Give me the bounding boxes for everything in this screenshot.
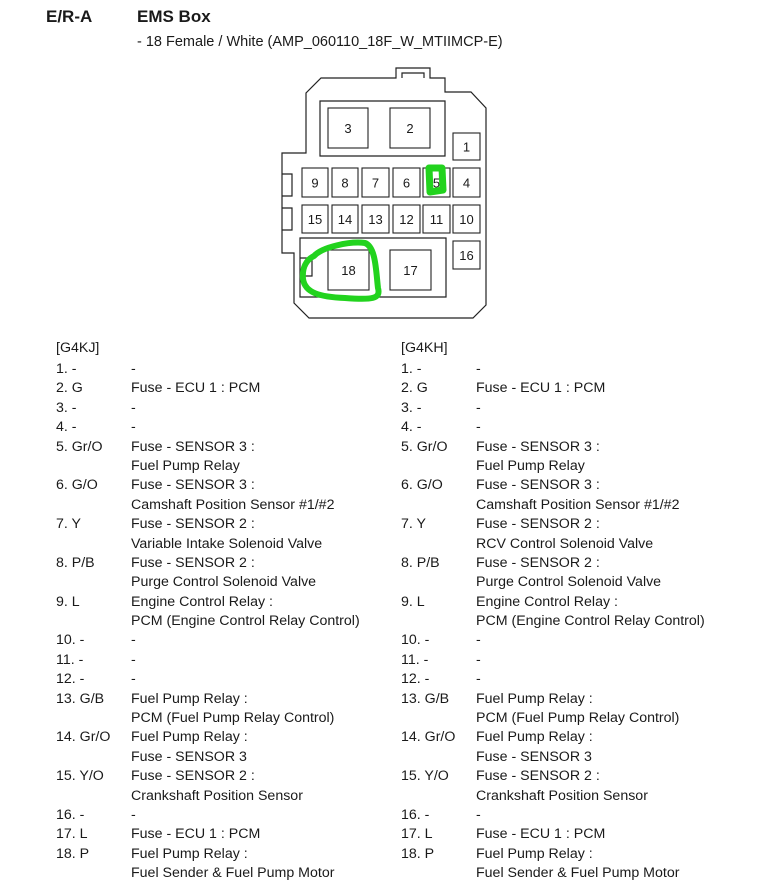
table-row xyxy=(56,806,360,825)
description-line: Fuse - SENSOR 3 : xyxy=(131,477,255,494)
description-line: Camshaft Position Sensor #1/#2 xyxy=(131,496,335,513)
description-line: - xyxy=(131,651,136,668)
pin-number: 14. Gr/O xyxy=(56,729,111,746)
description-line: Fuse - ECU 1 : PCM xyxy=(476,380,606,397)
table-row xyxy=(56,554,360,593)
description-line: Fuse - SENSOR 3 : xyxy=(476,477,600,494)
pin-number: 12. - xyxy=(56,671,85,688)
description-line: Fuse - SENSOR 2 : xyxy=(131,516,255,533)
pin-number: 15. Y/O xyxy=(401,768,449,785)
description-line: - xyxy=(476,651,481,668)
table-row xyxy=(56,593,360,632)
description-line: Purge Control Solenoid Valve xyxy=(476,574,662,591)
description-line: Fuse - ECU 1 : PCM xyxy=(476,826,606,843)
pin-description xyxy=(476,690,679,729)
pin-number: 13. G/B xyxy=(401,690,450,707)
pin-description xyxy=(476,476,679,515)
description-line: PCM (Fuel Pump Relay Control) xyxy=(476,710,680,727)
pin-description xyxy=(131,825,260,844)
table-row xyxy=(401,418,705,437)
table-row xyxy=(401,379,705,398)
pin-description xyxy=(131,651,136,670)
description-line: Fuel Sender & Fuel Pump Motor xyxy=(131,865,335,882)
connector-housing-outline xyxy=(282,68,486,318)
pin-description xyxy=(131,379,260,398)
pin-1 xyxy=(453,133,480,160)
description-line: Fuse - SENSOR 2 : xyxy=(476,554,600,571)
pin-description xyxy=(131,360,136,379)
pin-label: 7 xyxy=(371,175,380,191)
pin-number: 18. P xyxy=(401,845,435,862)
pin-description xyxy=(476,554,661,593)
pin-number: 1. - xyxy=(401,361,422,377)
table-row xyxy=(401,806,705,825)
pin-description xyxy=(131,728,248,767)
table-row xyxy=(401,631,705,650)
pin-label: 16 xyxy=(459,248,474,263)
table-row xyxy=(401,399,705,418)
pin-number: 16. - xyxy=(56,806,85,823)
table-row xyxy=(56,476,360,515)
description-line: - xyxy=(476,361,481,377)
pin-description xyxy=(476,360,481,379)
page-title: EMS Box xyxy=(137,7,211,26)
pin-description xyxy=(476,845,679,884)
table-row xyxy=(56,418,360,437)
table-header: [G4KH] xyxy=(401,340,448,356)
pin-number: 17. L xyxy=(56,826,88,843)
pin-number: 11. - xyxy=(56,651,84,668)
pin-description xyxy=(476,806,481,825)
description-line: Fuse - SENSOR 3 : xyxy=(131,438,255,455)
pin-label: 2 xyxy=(406,121,414,136)
table-row xyxy=(401,845,705,884)
pin-layer xyxy=(302,108,480,290)
description-line: Fuel Pump Relay : xyxy=(131,690,248,707)
description-line: Fuel Pump Relay : xyxy=(131,729,248,746)
pinout-table-g4kj xyxy=(56,339,360,884)
pin-14 xyxy=(332,205,358,233)
pin-4 xyxy=(453,168,480,197)
table-row xyxy=(401,438,705,477)
pin-number: 7. Y xyxy=(401,516,426,533)
table-row xyxy=(401,360,705,379)
description-line: Fuse - SENSOR 2 : xyxy=(476,768,600,785)
connector-diagram xyxy=(0,0,779,340)
pin-number: 14. Gr/O xyxy=(401,729,456,746)
table-row xyxy=(401,515,705,554)
table-row xyxy=(56,670,360,689)
pin-number: 13. G/B xyxy=(56,690,105,707)
pin-label: 6 xyxy=(402,175,411,191)
pin-17 xyxy=(390,250,431,290)
pin-description xyxy=(131,845,334,884)
description-line: - xyxy=(476,806,481,823)
description-line: Variable Intake Solenoid Valve xyxy=(131,535,323,552)
pin-number: 4. - xyxy=(56,419,77,436)
description-line: - xyxy=(131,399,136,416)
pin-label: 10 xyxy=(459,212,474,227)
table-row xyxy=(56,379,360,398)
description-line: Engine Control Relay : xyxy=(131,593,273,610)
pin-number: 9. L xyxy=(401,593,425,610)
description-line: - xyxy=(131,806,136,823)
pin-description xyxy=(131,515,322,554)
table-rows xyxy=(401,360,705,884)
description-line: Crankshaft Position Sensor xyxy=(131,787,303,804)
description-line: PCM (Engine Control Relay Control) xyxy=(131,613,360,630)
pin-description xyxy=(476,825,605,844)
description-line: Camshaft Position Sensor #1/#2 xyxy=(476,496,680,513)
pin-number: 4. - xyxy=(401,419,422,436)
pin-label: 15 xyxy=(307,212,323,227)
description-line: RCV Control Solenoid Valve xyxy=(476,535,654,552)
pin-description xyxy=(476,670,481,689)
description-line: Purge Control Solenoid Valve xyxy=(131,574,317,591)
description-line: - xyxy=(476,632,481,649)
pin-number: 7. Y xyxy=(56,516,81,533)
pin-description xyxy=(131,476,334,515)
pin-2 xyxy=(390,108,430,148)
pin-label: 18 xyxy=(341,263,356,278)
pin-11 xyxy=(423,205,450,233)
pin-label: 13 xyxy=(368,212,383,227)
pin-number: 9. L xyxy=(56,593,80,610)
pin-label: 5 xyxy=(432,175,441,191)
pin-label: 4 xyxy=(462,175,471,191)
table-row xyxy=(56,631,360,650)
description-line: - xyxy=(131,361,136,377)
pin-description xyxy=(131,767,303,806)
table-row xyxy=(56,767,360,806)
pin-description xyxy=(131,670,136,689)
pin-description xyxy=(476,438,600,477)
pin-label: 3 xyxy=(344,121,352,136)
pin-6 xyxy=(393,168,420,197)
pin-number: 18. P xyxy=(56,845,90,862)
connector-subtitle: - 18 Female / White (AMP_060110_18F_W_MTIIMCP-E) xyxy=(137,34,503,50)
description-line: Fuse - SENSOR 3 xyxy=(476,748,592,765)
description-line: Fuel Pump Relay : xyxy=(131,845,248,862)
pin-description xyxy=(131,438,255,477)
table-row xyxy=(401,593,705,632)
pin-description xyxy=(476,379,605,398)
pin-description xyxy=(131,690,334,729)
table-row xyxy=(401,825,705,844)
pin-description xyxy=(476,651,481,670)
pin-description xyxy=(476,418,481,437)
table-row xyxy=(401,554,705,593)
description-line: Fuel Pump Relay xyxy=(476,457,585,474)
table-row xyxy=(56,399,360,418)
pin-label: 17 xyxy=(403,263,418,278)
table-row xyxy=(401,767,705,806)
table-row xyxy=(401,728,705,767)
pin-description xyxy=(476,399,481,418)
pin-description xyxy=(476,767,648,806)
pin-number: 2. G xyxy=(401,380,428,397)
pin-label: 9 xyxy=(311,175,319,191)
pin-10 xyxy=(453,205,480,233)
description-line: PCM (Fuel Pump Relay Control) xyxy=(131,710,335,727)
pin-number: 11. - xyxy=(401,651,429,668)
pin-number: 3. - xyxy=(401,399,422,416)
pin-label: 11 xyxy=(429,212,444,227)
pin-description xyxy=(476,728,593,767)
description-line: - xyxy=(131,632,136,649)
description-line: Fuel Sender & Fuel Pump Motor xyxy=(476,865,680,882)
description-line: - xyxy=(476,399,481,416)
pin-9 xyxy=(302,168,328,197)
description-line: Fuse - SENSOR 2 : xyxy=(131,768,255,785)
description-line: Engine Control Relay : xyxy=(476,593,618,610)
pin-15 xyxy=(302,205,328,233)
pin-8 xyxy=(332,168,358,197)
pin-number: 6. G/O xyxy=(401,477,443,494)
description-line: Fuse - SENSOR 2 : xyxy=(476,516,600,533)
pin-number: 12. - xyxy=(401,671,430,688)
pin-label: 8 xyxy=(341,175,349,191)
table-header: [G4KJ] xyxy=(56,340,100,356)
pin-number: 10. - xyxy=(401,632,430,649)
pin-number: 16. - xyxy=(401,806,430,823)
description-line: Fuel Pump Relay : xyxy=(476,690,593,707)
pin-13 xyxy=(362,205,389,233)
pin-label: 14 xyxy=(337,212,353,227)
table-row xyxy=(401,690,705,729)
pin-number: 15. Y/O xyxy=(56,768,104,785)
description-line: Fuel Pump Relay xyxy=(131,457,240,474)
pin-description xyxy=(131,399,136,418)
table-row xyxy=(56,845,360,884)
description-line: PCM (Engine Control Relay Control) xyxy=(476,613,705,630)
description-line: Fuel Pump Relay : xyxy=(476,729,593,746)
pin-16 xyxy=(453,241,480,269)
pin-label: 12 xyxy=(399,212,414,227)
table-row xyxy=(56,825,360,844)
pin-number: 8. P/B xyxy=(401,554,440,571)
connector-code: E/R-A xyxy=(46,7,93,26)
pin-number: 10. - xyxy=(56,632,85,649)
table-row xyxy=(56,690,360,729)
pin-18 xyxy=(328,250,369,290)
description-line: - xyxy=(476,671,481,688)
pin-description xyxy=(131,554,316,593)
pin-description xyxy=(131,593,360,632)
pin-description xyxy=(131,806,136,825)
table-row xyxy=(56,515,360,554)
description-line: Fuse - SENSOR 3 xyxy=(131,748,247,765)
pin-number: 8. P/B xyxy=(56,554,95,571)
pin-number: 5. Gr/O xyxy=(56,438,103,455)
table-row xyxy=(56,651,360,670)
pin-description xyxy=(476,515,653,554)
table-row xyxy=(401,670,705,689)
table-row xyxy=(56,728,360,767)
pin-number: 6. G/O xyxy=(56,477,98,494)
description-line: Fuse - ECU 1 : PCM xyxy=(131,826,261,843)
table-row xyxy=(401,476,705,515)
pin-number: 2. G xyxy=(56,380,83,397)
description-line: - xyxy=(476,419,481,436)
pin-12 xyxy=(393,205,420,233)
pin-7 xyxy=(362,168,389,197)
table-row xyxy=(56,360,360,379)
description-line: Fuel Pump Relay : xyxy=(476,845,593,862)
description-line: - xyxy=(131,419,136,436)
pin-description xyxy=(131,631,136,650)
pin-number: 5. Gr/O xyxy=(401,438,448,455)
pin-number: 17. L xyxy=(401,826,433,843)
pin-label: 1 xyxy=(462,139,471,155)
pinout-table-g4kh xyxy=(401,339,705,884)
description-line: Fuse - SENSOR 3 : xyxy=(476,438,600,455)
description-line: Crankshaft Position Sensor xyxy=(476,787,648,804)
pin-description xyxy=(131,418,136,437)
table-row xyxy=(401,651,705,670)
description-line: - xyxy=(131,671,136,688)
pin-number: 3. - xyxy=(56,399,77,416)
pin-number: 1. - xyxy=(56,361,77,377)
table-row xyxy=(56,438,360,477)
description-line: Fuse - ECU 1 : PCM xyxy=(131,380,261,397)
pin-3 xyxy=(328,108,368,148)
table-rows xyxy=(56,360,360,884)
pin-description xyxy=(476,593,705,632)
description-line: Fuse - SENSOR 2 : xyxy=(131,554,255,571)
pin-description xyxy=(476,631,481,650)
